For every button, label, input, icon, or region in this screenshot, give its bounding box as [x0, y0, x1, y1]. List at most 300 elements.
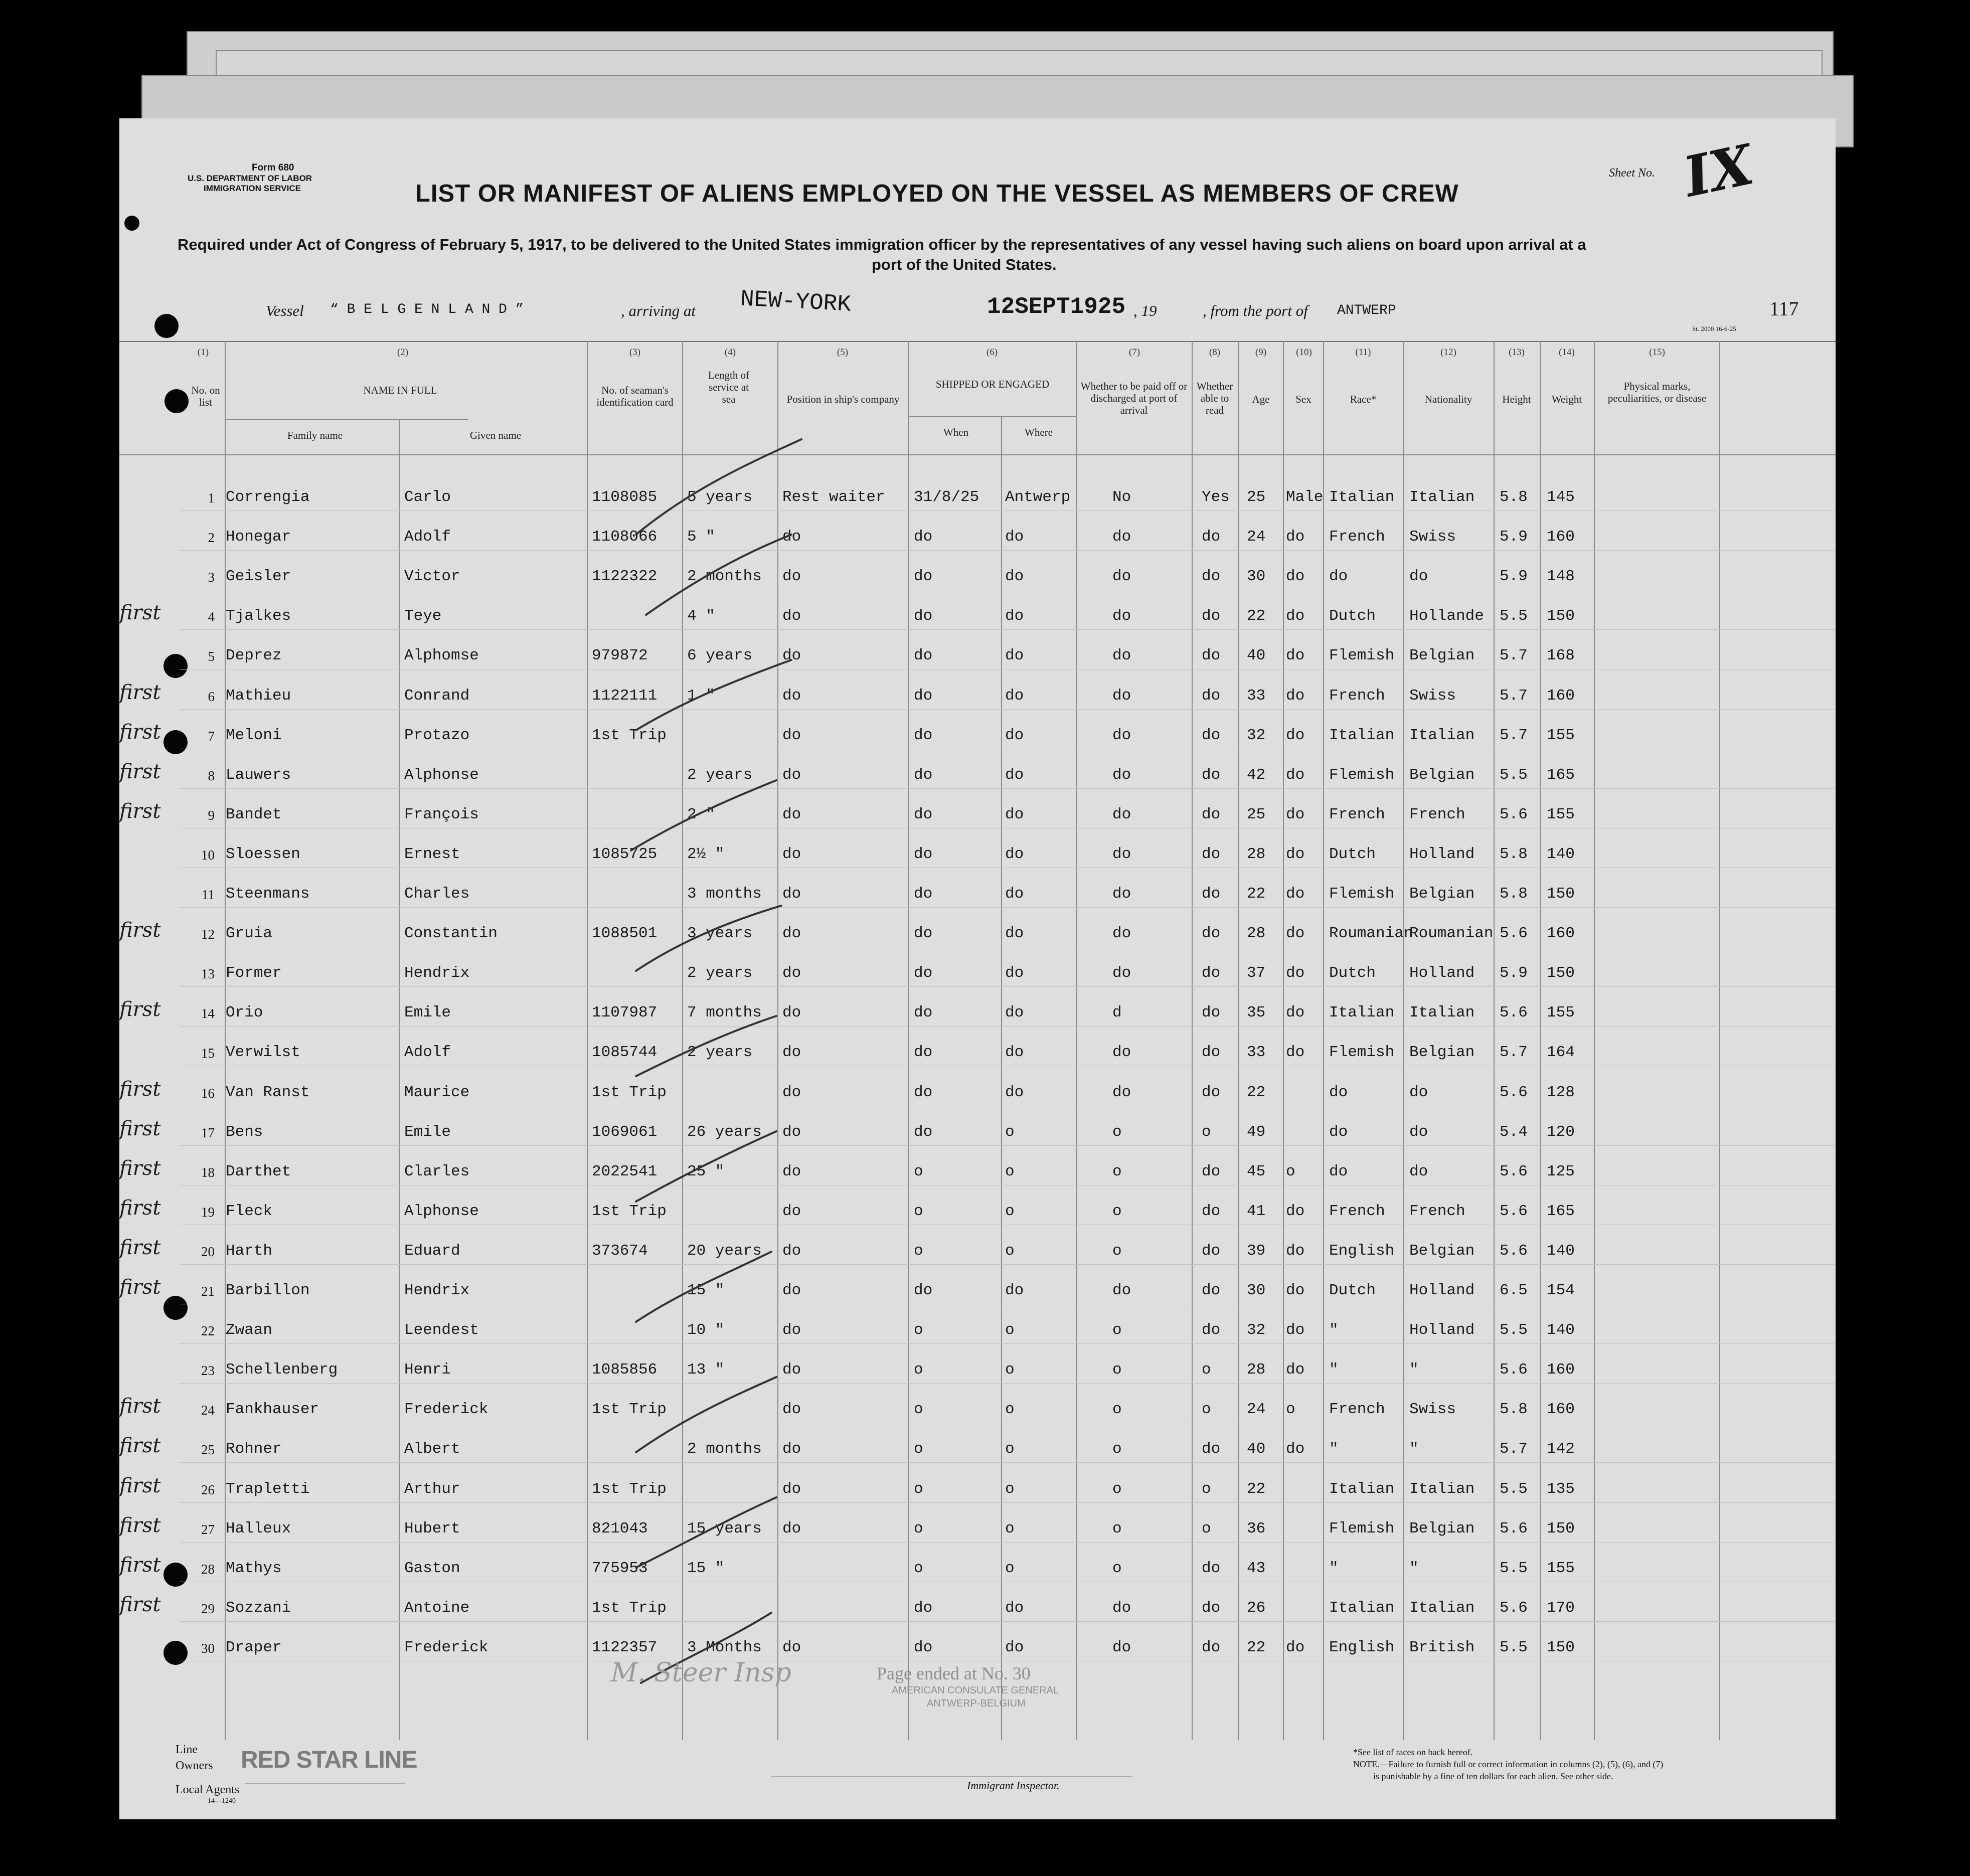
col-rule	[1238, 341, 1239, 1740]
family-name-cell: Lauwers	[226, 766, 291, 784]
able-to-read-cell: o	[1202, 1480, 1211, 1498]
id-card-cell: 1085744	[592, 1044, 658, 1061]
length-of-service-cell: 2 "	[687, 806, 715, 823]
nationality-cell: "	[1409, 1440, 1419, 1458]
page-number: 117	[1769, 297, 1799, 320]
id-card-cell: 1122111	[592, 687, 658, 705]
paid-off-cell: o	[1112, 1560, 1122, 1577]
row-number: 26	[201, 1482, 215, 1497]
age-cell: 22	[1247, 1480, 1266, 1498]
paid-off-cell: No	[1112, 488, 1131, 506]
position-cell: do	[782, 806, 801, 823]
shipped-when-cell: do	[914, 607, 933, 625]
row-number: 2	[208, 530, 215, 545]
shipped-where-cell: o	[1005, 1321, 1015, 1339]
sex-cell: do	[1286, 925, 1305, 942]
able-to-read-cell: do	[1202, 607, 1221, 625]
race-cell: French	[1329, 528, 1385, 546]
sex-cell: do	[1286, 806, 1305, 823]
weight-cell: 155	[1547, 727, 1575, 744]
first-trip-annotation: first	[119, 721, 161, 744]
shipped-when-cell: do	[914, 806, 933, 823]
race-cell: Flemish	[1329, 766, 1395, 784]
able-to-read-cell: o	[1202, 1361, 1211, 1379]
first-trip-annotation: first	[119, 800, 161, 823]
row-number: 4	[208, 609, 215, 624]
able-to-read-cell: do	[1202, 727, 1221, 744]
sheet-number-label: Sheet No.	[1609, 166, 1655, 180]
weight-cell: 160	[1547, 1401, 1575, 1418]
position-cell: do	[782, 1084, 801, 1101]
nationality-cell: Italian	[1409, 1599, 1475, 1617]
departure-port: ANTWERP	[1337, 303, 1396, 318]
height-cell: 5.6	[1500, 1520, 1528, 1538]
shipped-where-cell: o	[1005, 1520, 1015, 1538]
nationality-cell: Italian	[1409, 727, 1475, 744]
race-cell: English	[1329, 1242, 1395, 1260]
able-to-read-cell: do	[1202, 1440, 1221, 1458]
sex-cell: do	[1286, 1004, 1305, 1021]
given-name-cell: Protazo	[404, 727, 470, 744]
able-to-read-cell: do	[1202, 1321, 1221, 1339]
shipped-where-cell: do	[1005, 528, 1024, 546]
weight-cell: 165	[1547, 1203, 1575, 1220]
given-name-cell: Antoine	[404, 1599, 470, 1617]
shipped-when-cell: do	[914, 925, 933, 942]
paid-off-cell: d	[1112, 1004, 1122, 1021]
agents-code: 14—1240	[208, 1797, 236, 1805]
row-number: 19	[201, 1205, 215, 1220]
race-cell: do	[1329, 1163, 1348, 1180]
age-cell: 39	[1247, 1242, 1266, 1260]
col-14-number: (14)	[1559, 347, 1575, 358]
id-card-cell: 1122322	[592, 568, 658, 585]
age-cell: 37	[1247, 964, 1266, 982]
paid-off-cell: o	[1112, 1203, 1122, 1220]
paid-off-cell: do	[1112, 568, 1131, 585]
family-name-cell: Honegar	[226, 528, 291, 546]
shipped-where-cell: o	[1005, 1163, 1015, 1180]
col-12-number: (12)	[1440, 347, 1456, 358]
col-rule	[1594, 341, 1595, 1740]
col-rule	[1494, 341, 1495, 1740]
given-name-cell: Conrand	[404, 687, 470, 705]
family-name-cell: Sloessen	[226, 845, 300, 863]
weight-cell: 150	[1547, 1520, 1575, 1538]
col-12-label: Nationality	[1424, 393, 1472, 405]
row-rule	[180, 1026, 1835, 1027]
position-cell: do	[782, 528, 801, 546]
shipped-where-cell: do	[1005, 845, 1024, 863]
col-rule	[1540, 341, 1541, 1740]
col-rule	[1001, 416, 1002, 1740]
row-rule	[180, 550, 1835, 551]
race-cell: do	[1329, 1084, 1348, 1101]
col-11-number: (11)	[1355, 347, 1371, 358]
family-name-cell: Mathieu	[226, 687, 291, 705]
position-cell: do	[782, 766, 801, 784]
sex-cell: do	[1286, 1440, 1305, 1458]
col-14-label: Weight	[1551, 393, 1582, 405]
row-number: 15	[201, 1046, 215, 1061]
id-card-cell: 821043	[592, 1520, 648, 1538]
family-name-cell: Fankhauser	[226, 1401, 319, 1418]
length-of-service-cell: 7 months	[687, 1004, 762, 1021]
family-name-cell: Bandet	[226, 806, 282, 823]
family-name-cell: Verwilst	[226, 1044, 300, 1061]
nationality-cell: Belgian	[1409, 1242, 1475, 1260]
nationality-cell: Italian	[1409, 488, 1475, 506]
shipped-where-cell: do	[1005, 806, 1024, 823]
shipped-when-cell: o	[914, 1321, 923, 1339]
nationality-cell: do	[1409, 1123, 1428, 1141]
given-name-cell: Hendrix	[404, 964, 470, 982]
first-trip-annotation: first	[119, 1474, 161, 1497]
height-cell: 5.6	[1500, 1599, 1528, 1617]
family-name-cell: Trapletti	[226, 1480, 310, 1498]
age-cell: 28	[1247, 845, 1266, 863]
sex-cell: do	[1286, 647, 1305, 664]
row-number: 12	[201, 927, 215, 942]
family-name-cell: Meloni	[226, 727, 282, 744]
able-to-read-cell: do	[1202, 925, 1221, 942]
given-name-cell: Adolf	[404, 528, 451, 546]
row-number: 17	[201, 1125, 215, 1140]
arriving-label: , arriving at	[621, 302, 696, 319]
shipped-when-cell: do	[914, 1084, 933, 1101]
age-cell: 32	[1247, 1321, 1266, 1339]
shipped-where-cell: o	[1005, 1123, 1015, 1141]
first-trip-annotation: first	[119, 601, 161, 624]
col-2-label: NAME IN FULL	[363, 384, 437, 396]
age-cell: 43	[1247, 1560, 1266, 1577]
col-2-number: (2)	[397, 347, 409, 358]
row-number: 11	[202, 887, 215, 902]
first-trip-annotation: first	[119, 998, 161, 1021]
col-15-number: (15)	[1649, 347, 1665, 358]
name-header-rule	[225, 419, 468, 420]
weight-cell: 168	[1547, 647, 1575, 664]
pencil-strokes	[581, 419, 832, 1773]
family-name-cell: Barbillon	[226, 1282, 310, 1299]
row-number: 6	[208, 689, 215, 704]
first-trip-annotation: first	[119, 919, 161, 942]
race-cell: French	[1329, 1203, 1385, 1220]
race-cell: English	[1329, 1639, 1395, 1656]
age-cell: 24	[1247, 528, 1266, 546]
height-cell: 5.6	[1500, 1084, 1528, 1101]
nationality-cell: Swiss	[1409, 1401, 1456, 1418]
inspector-label: Immigrant Inspector.	[967, 1779, 1060, 1792]
sex-cell: do	[1286, 885, 1305, 903]
weight-cell: 128	[1547, 1084, 1575, 1101]
shipped-when-cell: do	[914, 1639, 933, 1656]
row-number: 22	[201, 1323, 215, 1338]
vessel-label: Vessel	[266, 302, 304, 319]
shipped-when-cell: o	[914, 1440, 923, 1458]
race-cell: do	[1329, 1123, 1348, 1141]
given-name-cell: Adolf	[404, 1044, 451, 1061]
id-card-cell: 1st Trip	[592, 727, 667, 744]
col-15-label: Physical marks, peculiarities, or disease	[1607, 380, 1707, 404]
shipped-when-cell: o	[914, 1520, 923, 1538]
row-number: 27	[201, 1522, 215, 1537]
race-cell: Italian	[1329, 488, 1395, 506]
row-number: 16	[201, 1086, 215, 1101]
row-rule	[180, 1383, 1835, 1384]
race-cell: "	[1329, 1321, 1339, 1339]
nationality-cell: French	[1409, 1203, 1465, 1220]
first-trip-annotation: first	[119, 1197, 161, 1220]
shipped-where-cell: do	[1005, 1044, 1024, 1061]
shipped-where-cell: do	[1005, 568, 1024, 585]
shipped-where-cell: do	[1005, 1639, 1024, 1656]
nationality-cell: Belgian	[1409, 647, 1475, 664]
row-number: 10	[201, 847, 215, 863]
position-cell: do	[782, 1520, 801, 1538]
row-rule	[180, 907, 1835, 908]
height-cell: 5.7	[1500, 687, 1528, 705]
manifest-sheet	[119, 118, 1836, 1819]
height-cell: 5.5	[1500, 1321, 1528, 1339]
length-of-service-cell: 6 years	[687, 647, 753, 664]
weight-cell: 140	[1547, 1321, 1575, 1339]
shipped-where-cell: Antwerp	[1005, 488, 1071, 506]
paid-off-cell: o	[1112, 1242, 1122, 1260]
height-cell: 5.5	[1500, 1560, 1528, 1577]
line-label: Line	[176, 1743, 198, 1756]
race-cell: "	[1329, 1361, 1339, 1379]
shipped-when-cell: do	[914, 885, 933, 903]
family-name-cell: Steenmans	[226, 885, 310, 903]
col-rule	[1403, 341, 1404, 1740]
shipped-where-cell: do	[1005, 1599, 1024, 1617]
sex-cell: do	[1286, 964, 1305, 982]
age-cell: 22	[1247, 607, 1266, 625]
given-name-cell: Carlo	[404, 488, 451, 506]
height-cell: 5.6	[1500, 925, 1528, 942]
sex-cell: Male	[1286, 488, 1324, 506]
table-header-bottom-rule	[119, 454, 1836, 455]
weight-cell: 145	[1547, 488, 1575, 506]
race-cell: French	[1329, 687, 1385, 705]
height-cell: 5.5	[1500, 607, 1528, 625]
owners-label: Owners	[176, 1759, 213, 1772]
id-card-cell: 1st Trip	[592, 1084, 667, 1101]
age-cell: 33	[1247, 687, 1266, 705]
id-card-cell: 1108066	[592, 528, 658, 546]
family-name-cell: Gruia	[226, 925, 273, 942]
id-card-cell: 1107987	[592, 1004, 658, 1021]
sex-cell: do	[1286, 687, 1305, 705]
height-cell: 5.7	[1500, 727, 1528, 744]
paid-off-cell: do	[1112, 528, 1131, 546]
length-of-service-cell: 2 months	[687, 1440, 762, 1458]
print-code: St. 2000 16-6-25	[1692, 325, 1736, 332]
shipped-when-cell: do	[914, 568, 933, 585]
height-cell: 5.4	[1500, 1123, 1528, 1141]
year-label: , 19	[1133, 302, 1157, 319]
age-cell: 22	[1247, 885, 1266, 903]
row-rule	[180, 1502, 1835, 1503]
family-name-cell: Harth	[226, 1242, 273, 1260]
shipped-when-cell: do	[914, 647, 933, 664]
height-cell: 5.8	[1500, 488, 1528, 506]
id-card-cell: 979872	[592, 647, 648, 664]
paid-off-cell: do	[1112, 766, 1131, 784]
paid-off-cell: o	[1112, 1321, 1122, 1339]
age-cell: 35	[1247, 1004, 1266, 1021]
shipped-when-cell: o	[914, 1163, 923, 1180]
shipped-when-cell: do	[914, 766, 933, 784]
able-to-read-cell: do	[1202, 964, 1221, 982]
col-rule	[1323, 341, 1324, 1740]
sex-cell: do	[1286, 1282, 1305, 1299]
shipped-where-cell: do	[1005, 1004, 1024, 1021]
first-trip-annotation: first	[119, 1276, 161, 1299]
paid-off-cell: do	[1112, 1639, 1131, 1656]
weight-cell: 135	[1547, 1480, 1575, 1498]
row-rule	[180, 709, 1835, 710]
age-cell: 33	[1247, 1044, 1266, 1061]
weight-cell: 160	[1547, 528, 1575, 546]
weight-cell: 125	[1547, 1163, 1575, 1180]
able-to-read-cell: do	[1202, 1203, 1221, 1220]
inspector-signature: M. Steer Insp	[611, 1658, 791, 1688]
paid-off-cell: do	[1112, 1599, 1131, 1617]
race-cell: Roumanian	[1329, 925, 1413, 942]
length-of-service-cell: 3 months	[687, 885, 762, 903]
given-name-cell: Arthur	[404, 1480, 460, 1498]
row-number: 7	[208, 729, 215, 744]
race-cell: Flemish	[1329, 647, 1395, 664]
given-name-cell: Hubert	[404, 1520, 460, 1538]
family-name-cell: Schellenberg	[226, 1361, 338, 1379]
height-cell: 5.6	[1500, 806, 1528, 823]
age-cell: 28	[1247, 925, 1266, 942]
penalty-note-2: is punishable by a fine of ten dollars for each alien. See other side.	[1373, 1771, 1613, 1781]
first-trip-annotation: first	[119, 1554, 161, 1577]
row-number: 25	[201, 1442, 215, 1457]
shipped-when-cell: o	[914, 1361, 923, 1379]
sex-cell: do	[1286, 528, 1305, 546]
sex-cell: do	[1286, 1639, 1305, 1656]
height-cell: 6.5	[1500, 1282, 1528, 1299]
nationality-cell: Swiss	[1409, 687, 1456, 705]
nationality-cell: Belgian	[1409, 1520, 1475, 1538]
age-cell: 40	[1247, 1440, 1266, 1458]
given-name-cell: Maurice	[404, 1084, 470, 1101]
family-name-cell: Former	[226, 964, 282, 982]
col-8-number: (8)	[1209, 347, 1221, 358]
sex-cell: do	[1286, 845, 1305, 863]
paid-off-cell: o	[1112, 1361, 1122, 1379]
col-13-number: (13)	[1509, 347, 1525, 358]
col-rule	[908, 341, 909, 1740]
length-of-service-cell: 3 years	[687, 925, 753, 942]
id-card-cell: 1st Trip	[592, 1599, 667, 1617]
position-cell: do	[782, 647, 801, 664]
weight-cell: 140	[1547, 845, 1575, 863]
shipped-where-cell: o	[1005, 1203, 1015, 1220]
shipped-header-rule	[908, 416, 1076, 417]
row-rule	[180, 629, 1835, 630]
sex-cell: do	[1286, 1321, 1305, 1339]
row-rule	[180, 510, 1835, 511]
sex-cell: do	[1286, 727, 1305, 744]
given-name-cell: Charles	[404, 885, 470, 903]
nationality-cell: Holland	[1409, 964, 1475, 982]
given-name-cell: Emile	[404, 1123, 451, 1141]
nationality-cell: do	[1409, 568, 1428, 585]
race-cell: French	[1329, 1401, 1385, 1418]
paid-off-cell: o	[1112, 1123, 1122, 1141]
shipped-where-cell: do	[1005, 1084, 1024, 1101]
able-to-read-cell: do	[1202, 1084, 1221, 1101]
position-cell: do	[782, 1401, 801, 1418]
col-6-label: SHIPPED OR ENGAGED	[935, 378, 1050, 390]
row-number: 23	[201, 1363, 215, 1378]
family-name-cell: Draper	[226, 1639, 282, 1656]
position-cell: do	[782, 885, 801, 903]
age-cell: 26	[1247, 1599, 1266, 1617]
given-name-cell: Hendrix	[404, 1282, 470, 1299]
position-cell: do	[782, 1361, 801, 1379]
family-name-cell: Van Ranst	[226, 1084, 310, 1101]
id-card-cell: 1069061	[592, 1123, 658, 1141]
sex-cell: do	[1286, 568, 1305, 585]
family-name-cell: Halleux	[226, 1520, 291, 1538]
length-of-service-cell: 3 Months	[687, 1639, 762, 1656]
shipped-when-cell: do	[914, 727, 933, 744]
first-trip-annotation: first	[119, 1117, 161, 1140]
col-5-number: (5)	[837, 347, 849, 358]
weight-cell: 160	[1547, 1361, 1575, 1379]
col-3-number: (3)	[629, 347, 641, 358]
vessel-name: “ B E L G E N L A N D ”	[330, 302, 524, 317]
weight-cell: 150	[1547, 1639, 1575, 1656]
length-of-service-cell: 15 "	[687, 1282, 725, 1299]
able-to-read-cell: do	[1202, 1163, 1221, 1180]
col-4-label: Length of service at sea	[708, 369, 750, 405]
able-to-read-cell: do	[1202, 1242, 1221, 1260]
position-cell: do	[782, 727, 801, 744]
shipped-when-cell: do	[914, 1004, 933, 1021]
age-cell: 49	[1247, 1123, 1266, 1141]
punch-hole	[163, 730, 188, 754]
height-cell: 5.5	[1500, 766, 1528, 784]
given-name-cell: Albert	[404, 1440, 460, 1458]
able-to-read-cell: do	[1202, 766, 1221, 784]
race-cell: Flemish	[1329, 1044, 1395, 1061]
given-name-cell: Ernest	[404, 845, 460, 863]
shipped-where-cell: do	[1005, 687, 1024, 705]
position-cell: do	[782, 568, 801, 585]
position-cell: do	[782, 1203, 801, 1220]
id-card-cell: 1088501	[592, 925, 658, 942]
agents-rule	[245, 1783, 405, 1784]
weight-cell: 140	[1547, 1242, 1575, 1260]
shipped-where-cell: do	[1005, 885, 1024, 903]
nationality-cell: Belgian	[1409, 1044, 1475, 1061]
col-10-number: (10)	[1296, 347, 1312, 358]
weight-cell: 154	[1547, 1282, 1575, 1299]
length-of-service-cell: 2½ "	[687, 845, 725, 863]
row-rule	[180, 1264, 1835, 1265]
shipped-when-cell: do	[914, 1044, 933, 1061]
punch-hole	[163, 654, 188, 678]
penalty-note-1: NOTE.—Failure to furnish full or correct information in columns (2), (5), (6), and (7)	[1353, 1759, 1664, 1769]
